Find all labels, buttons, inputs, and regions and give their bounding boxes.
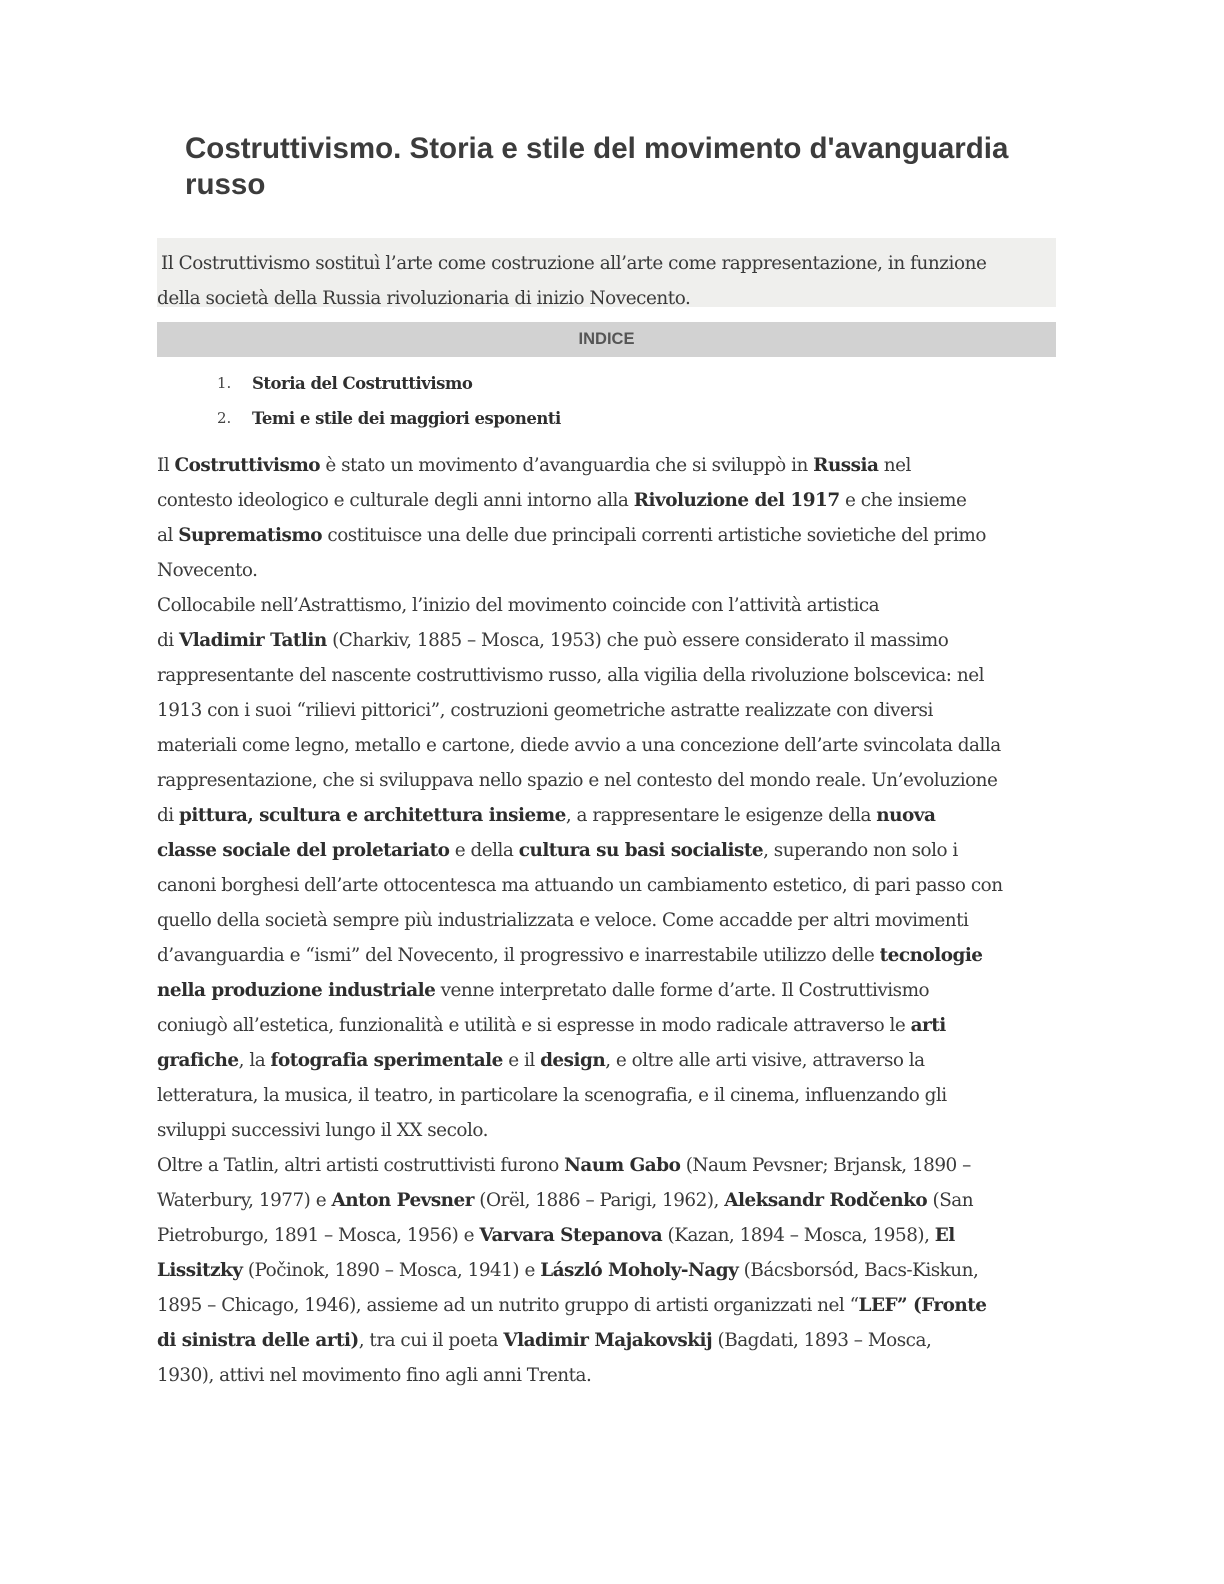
- toc-item-number: 2.: [217, 409, 232, 427]
- text-run: coniugò all’estetica, funzionalità e utilità e si espresse in modo radicale attraverso le: [157, 1015, 911, 1036]
- text-run: (Orël, 1886 – Parigi, 1962),: [473, 1190, 725, 1211]
- bold-term: Naum Gabo: [564, 1155, 681, 1176]
- text-run: letteratura, la musica, il teatro, in particolare la scenografia, e il cinema, influenzando gli: [157, 1085, 947, 1106]
- bold-term: Rivoluzione del 1917: [633, 490, 840, 511]
- text-run: Il: [157, 455, 175, 476]
- bold-term: Aleksandr Rodčenko: [724, 1190, 928, 1211]
- text-run: , e oltre alle arti visive, attraverso la: [605, 1050, 925, 1071]
- toc-item[interactable]: [217, 366, 561, 401]
- bold-term: fotografia sperimentale: [270, 1050, 503, 1071]
- body-line: [157, 763, 1056, 798]
- body-line: [157, 658, 1056, 693]
- bold-term: Russia: [813, 455, 879, 476]
- bold-term: grafiche: [157, 1050, 239, 1071]
- text-run: e il: [502, 1050, 541, 1071]
- body-line: [157, 1358, 1056, 1393]
- body-line: [157, 1113, 1056, 1148]
- text-run: 1930), attivi nel movimento fino agli anni Trenta.: [157, 1365, 592, 1386]
- bold-term: arti: [910, 1015, 946, 1036]
- text-run: (Počinok, 1890 – Mosca, 1941) e: [242, 1260, 541, 1281]
- title-line-1: Costruttivismo. Storia e stile del movimento d'avanguardia: [185, 132, 1009, 165]
- text-run: 1913 con i suoi “rilievi pittorici”, costruzioni geometriche astratte realizzate con diversi: [157, 700, 933, 721]
- text-run: di: [157, 630, 180, 651]
- body-line: [157, 938, 1056, 973]
- bold-term: design: [540, 1050, 606, 1071]
- bold-term: László Moholy-Nagy: [540, 1260, 739, 1281]
- text-run: rappresentante del nascente costruttivismo russo, alla vigilia della rivoluzione bolscevica: nel: [157, 665, 984, 686]
- body-line: [157, 903, 1056, 938]
- title-line-2: russo: [185, 168, 266, 201]
- bold-term: Costruttivismo: [174, 455, 321, 476]
- text-run: materiali come legno, metallo e cartone, diede avvio a una concezione dell’arte svincolata dalla: [157, 735, 1001, 756]
- text-run: 1895 – Chicago, 1946), assieme ad un nutrito gruppo di artisti organizzati nel “: [157, 1295, 859, 1316]
- text-run: Oltre a Tatlin, altri artisti costruttivisti furono: [157, 1155, 565, 1176]
- bold-term: El: [934, 1225, 955, 1246]
- text-run: (Kazan, 1894 – Mosca, 1958),: [662, 1225, 935, 1246]
- bold-term: Vladimir Majakovskij: [503, 1330, 713, 1351]
- bold-term: di sinistra delle arti): [157, 1330, 359, 1351]
- lead-summary-text: [157, 238, 1056, 316]
- body-line: [157, 623, 1056, 658]
- body-line: [157, 553, 1056, 588]
- text-run: Waterbury, 1977) e: [157, 1190, 332, 1211]
- body-line: [157, 1043, 1056, 1078]
- body-line: [157, 1253, 1056, 1288]
- body-line: [157, 798, 1056, 833]
- bold-term: nuova: [876, 805, 936, 826]
- body-line: [157, 1323, 1056, 1358]
- text-run: sviluppi successivi lungo il XX secolo.: [157, 1120, 488, 1141]
- body-line: [157, 1148, 1056, 1183]
- text-run: (Bácsborsód, Bacs-Kiskun,: [738, 1260, 979, 1281]
- text-run: Collocabile nell’Astrattismo, l’inizio del movimento coincide con l’attività artistica: [157, 595, 880, 616]
- text-run: (Bagdati, 1893 – Mosca,: [712, 1330, 932, 1351]
- bold-term: Vladimir Tatlin: [179, 630, 327, 651]
- text-run: di: [157, 805, 180, 826]
- toc-header: [157, 322, 1056, 357]
- body-line: [157, 728, 1056, 763]
- bold-term: pittura, scultura e architettura insieme: [179, 805, 566, 826]
- text-run: al: [157, 525, 179, 546]
- text-run: costituisce una delle due principali correnti artistiche sovietiche del primo: [322, 525, 986, 546]
- body-line: [157, 518, 1056, 553]
- lead-summary-box: [157, 238, 1056, 307]
- bold-term: LEF” (Fronte: [858, 1295, 987, 1316]
- body-line: [157, 693, 1056, 728]
- body-line: [157, 483, 1056, 518]
- text-run: canoni borghesi dell’arte ottocentesca ma attuando un cambiamento estetico, di pari passo con: [157, 875, 1003, 896]
- text-run: nel: [878, 455, 911, 476]
- body-line: [157, 1288, 1056, 1323]
- text-run: (Naum Pevsner; Brjansk, 1890 –: [680, 1155, 971, 1176]
- text-run: (San: [927, 1190, 974, 1211]
- text-run: , superando non solo i: [763, 840, 958, 861]
- bold-term: Lissitzky: [157, 1260, 243, 1281]
- text-run: , la: [238, 1050, 271, 1071]
- body-line: [157, 1078, 1056, 1113]
- body-line: [157, 868, 1056, 903]
- text-run: , tra cui il poeta: [358, 1330, 504, 1351]
- bold-term: nella produzione industriale: [157, 980, 436, 1001]
- lead-line-1: Il Costruttivismo sostituì l’arte come costruzione all’arte come rappresentazione, in funzione: [161, 253, 987, 274]
- toc-item-number: 1.: [217, 374, 232, 392]
- text-run: venne interpretato dalle forme d’arte. Il Costruttivismo: [435, 980, 930, 1001]
- toc-item[interactable]: [217, 401, 561, 436]
- page-title: [185, 131, 1065, 203]
- text-run: e che insieme: [839, 490, 967, 511]
- body-line: [157, 1008, 1056, 1043]
- text-run: è stato un movimento d’avanguardia che si sviluppò in: [320, 455, 814, 476]
- bold-term: Anton Pevsner: [331, 1190, 474, 1211]
- table-of-contents: [217, 366, 561, 436]
- body-line: [157, 1218, 1056, 1253]
- body-line: [157, 833, 1056, 868]
- toc-link-storia[interactable]: Storia del Costruttivismo: [252, 374, 473, 393]
- text-run: Pietroburgo, 1891 – Mosca, 1956) e: [157, 1225, 480, 1246]
- text-run: , a rappresentare le esigenze della: [565, 805, 877, 826]
- text-run: Novecento.: [157, 560, 258, 581]
- text-run: quello della società sempre più industrializzata e veloce. Come accadde per altri movimenti: [157, 910, 969, 931]
- text-run: contesto ideologico e culturale degli anni intorno alla: [157, 490, 634, 511]
- bold-term: Varvara Stepanova: [479, 1225, 663, 1246]
- body-line: [157, 1183, 1056, 1218]
- toc-link-temi-stile[interactable]: Temi e stile dei maggiori esponenti: [252, 409, 561, 428]
- text-run: d’avanguardia e “ismi” del Novecento, il progressivo e inarrestabile utilizzo delle: [157, 945, 880, 966]
- body-line: [157, 973, 1056, 1008]
- bold-term: Suprematismo: [178, 525, 323, 546]
- text-run: (Charkiv, 1885 – Mosca, 1953) che può essere considerato il massimo: [326, 630, 949, 651]
- text-run: rappresentazione, che si sviluppava nello spazio e nel contesto del mondo reale. Un’evoluzione: [157, 770, 998, 791]
- bold-term: classe sociale del proletariato: [157, 840, 450, 861]
- text-run: e della: [449, 840, 519, 861]
- article-body: [157, 448, 1056, 1393]
- body-line: [157, 448, 1056, 483]
- bold-term: tecnologie: [879, 945, 983, 966]
- body-line: [157, 588, 1056, 623]
- lead-line-2: della società della Russia rivoluzionaria di inizio Novecento.: [157, 288, 691, 309]
- bold-term: cultura su basi socialiste: [518, 840, 764, 861]
- toc-header-label: INDICE: [578, 330, 635, 348]
